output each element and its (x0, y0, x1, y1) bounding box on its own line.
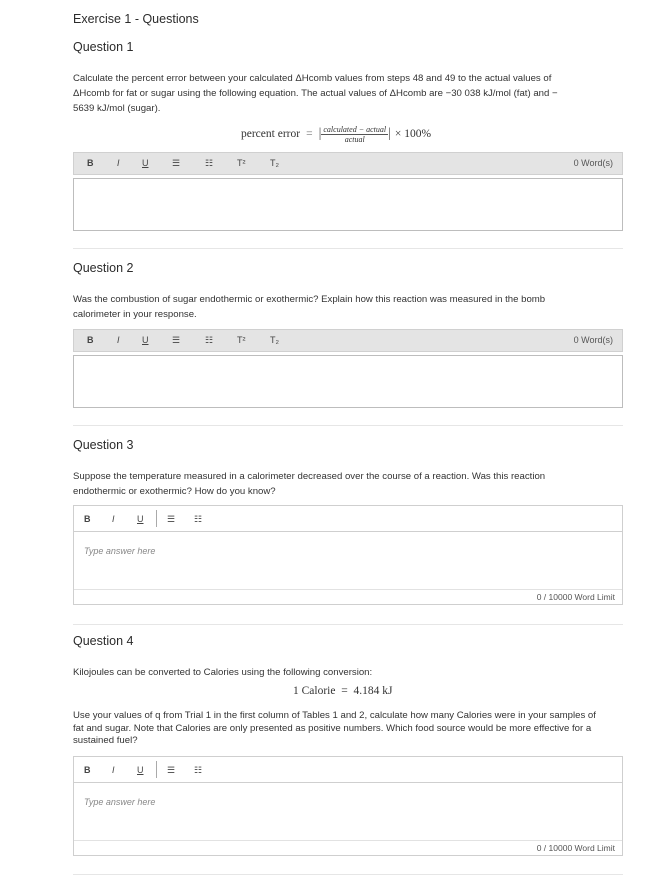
italic-button[interactable]: I (117, 158, 120, 168)
question-4-prompt (73, 710, 628, 748)
bold-button[interactable]: B (84, 765, 91, 775)
subscript-button[interactable]: T₂ (270, 158, 279, 168)
question-1-prompt-line2: ΔHcomb for fat or sugar using the following equation. The actual values of ΔHcomb are −30 038 kJ/mol (fat) and − (73, 88, 558, 99)
word-limit: 0 / 10000 Word Limit (74, 840, 622, 855)
question-1-prompt-line1: Calculate the percent error between your calculated ΔHcomb values from steps 48 and 49 to the actual values of (73, 73, 552, 84)
bullet-list-icon[interactable]: ☰ (167, 514, 176, 524)
divider (73, 425, 623, 426)
percent-error-formula (241, 123, 431, 145)
question-4-intro: Kilojoules can be converted to Calories using the following conversion: (73, 667, 373, 678)
divider (73, 624, 623, 625)
q3-answer-editor (73, 505, 623, 605)
toolbar-divider (156, 510, 157, 527)
formula-denominator: actual (344, 134, 365, 144)
question-1-heading: Question 1 (73, 40, 134, 54)
question-4-prompt-line3: sustained fuel? (73, 735, 138, 746)
underline-button[interactable]: U (137, 765, 144, 775)
bold-button[interactable]: B (84, 514, 91, 524)
question-3-heading: Question 3 (73, 438, 134, 452)
underline-button[interactable]: U (142, 158, 149, 168)
formula-equals: = (306, 128, 313, 140)
bold-button[interactable]: B (87, 158, 94, 168)
q2-editor-toolbar (73, 329, 623, 352)
question-2-prompt (73, 292, 628, 322)
calorie-conversion: 1 Calorie = 4.184 kJ (293, 685, 393, 697)
answer-placeholder[interactable]: Type answer here (84, 546, 156, 556)
underline-button[interactable]: U (142, 335, 149, 345)
formula-lhs: percent error (241, 128, 301, 140)
question-3-prompt-line2: endothermic or exothermic? How do you know? (73, 486, 276, 497)
formula-rhs: × 100% (394, 128, 432, 140)
abs-bar-left: | (318, 126, 322, 141)
italic-button[interactable]: I (112, 514, 115, 524)
superscript-button[interactable]: T² (237, 158, 246, 168)
bullet-list-icon[interactable]: ☰ (172, 158, 181, 168)
question-4-prompt-line1: Use your values of q from Trial 1 in the first column of Tables 1 and 2, calculate how many Calories were in your samples of (73, 710, 596, 721)
question-3-prompt-line1: Suppose the temperature measured in a calorimeter decreased over the course of a reaction. Was this reaction (73, 471, 546, 482)
q4-editor-toolbar (74, 757, 622, 783)
word-count: 0 Word(s) (573, 335, 613, 345)
question-1-prompt-line3: 5639 kJ/mol (sugar). (73, 103, 161, 114)
q1-answer-input[interactable] (73, 178, 623, 231)
answer-placeholder[interactable]: Type answer here (84, 797, 156, 807)
numbered-list-icon[interactable]: ☷ (194, 765, 203, 775)
word-limit: 0 / 10000 Word Limit (74, 589, 622, 604)
bullet-list-icon[interactable]: ☰ (167, 765, 176, 775)
question-2-heading: Question 2 (73, 261, 134, 275)
superscript-button[interactable]: T² (237, 335, 246, 345)
q4-answer-editor (73, 756, 623, 856)
bold-button[interactable]: B (87, 335, 94, 345)
question-1-prompt (73, 71, 628, 116)
formula-numerator: calculated − actual (323, 124, 387, 134)
numbered-list-icon[interactable]: ☷ (205, 158, 214, 168)
question-4-prompt-line2: fat and sugar. Note that Calories are only presented as positive numbers. Which food source would be more effective for a (73, 722, 592, 734)
underline-button[interactable]: U (137, 514, 144, 524)
subscript-button[interactable]: T₂ (270, 335, 279, 345)
q3-editor-toolbar (74, 506, 622, 532)
word-count: 0 Word(s) (573, 158, 613, 168)
bullet-list-icon[interactable]: ☰ (172, 335, 181, 345)
question-4-heading: Question 4 (73, 634, 134, 648)
abs-bar-right: | (388, 126, 391, 141)
divider (73, 248, 623, 249)
numbered-list-icon[interactable]: ☷ (205, 335, 214, 345)
question-2-prompt-line2: calorimeter in your response. (73, 309, 197, 320)
formula-fraction (318, 124, 388, 144)
question-2-prompt-line1: Was the combustion of sugar endothermic or exothermic? Explain how this reaction was measured in the bomb (73, 294, 546, 305)
numbered-list-icon[interactable]: ☷ (194, 514, 203, 524)
page-title: Exercise 1 - Questions (73, 12, 199, 26)
q2-answer-input[interactable] (73, 355, 623, 408)
italic-button[interactable]: I (112, 765, 115, 775)
question-3-prompt (73, 469, 628, 499)
italic-button[interactable]: I (117, 335, 120, 345)
toolbar-divider (156, 761, 157, 778)
divider (73, 874, 623, 875)
q1-editor-toolbar (73, 152, 623, 175)
